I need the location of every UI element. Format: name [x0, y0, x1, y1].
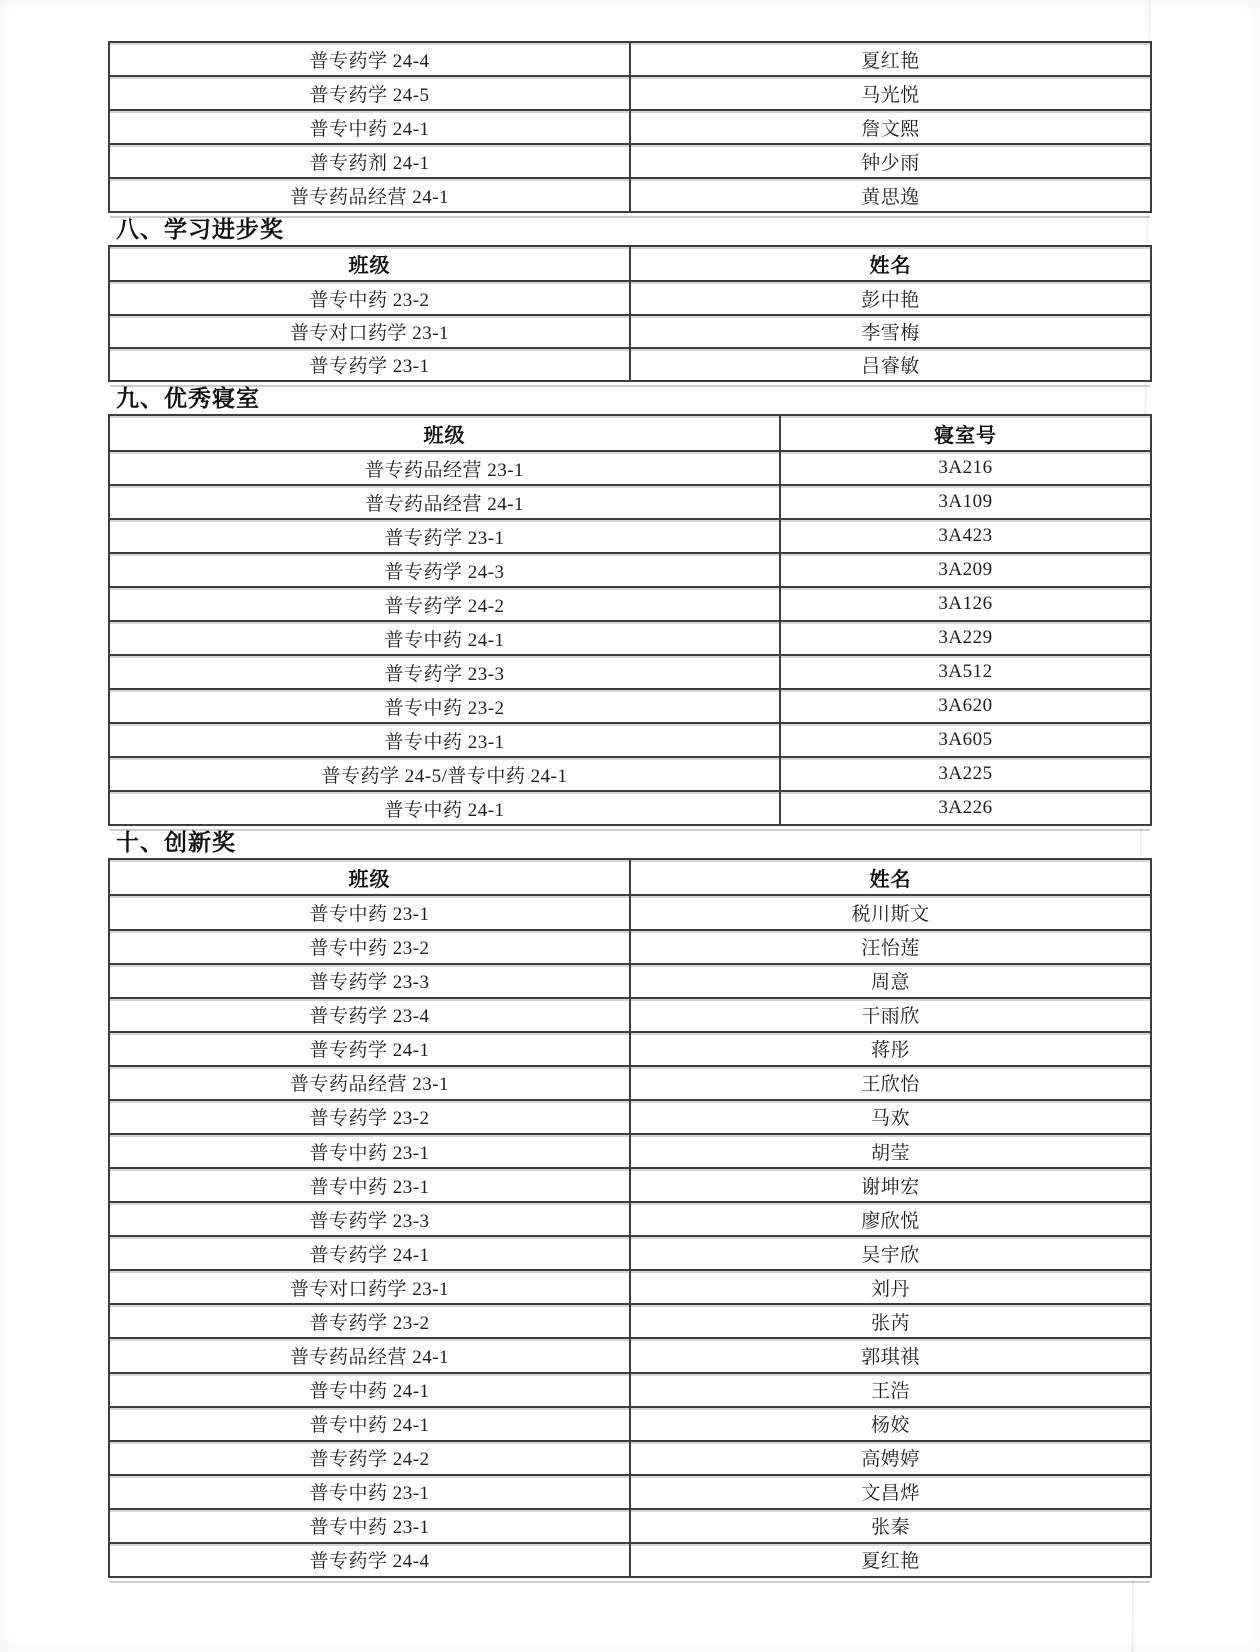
value-cell: 3A109 — [780, 485, 1151, 519]
table-row — [109, 1373, 1151, 1407]
table-row — [109, 178, 1151, 212]
class-cell: 普专药学 24-3 — [109, 553, 780, 587]
value-cell: 周意 — [630, 964, 1151, 998]
section-heading-innovation-award: 十、创新奖 — [116, 829, 236, 855]
table-row — [109, 1168, 1151, 1202]
table-row — [109, 348, 1151, 381]
header-row — [109, 859, 1151, 895]
column-header: 班级 — [109, 415, 780, 451]
table-row — [109, 1543, 1151, 1577]
table-row — [109, 998, 1151, 1032]
award-table-excellent-dormitory — [108, 414, 1152, 826]
table-row — [109, 1338, 1151, 1372]
table-row — [109, 110, 1151, 144]
class-cell: 普专中药 23-1 — [109, 1168, 630, 1202]
table-row — [109, 930, 1151, 964]
header-row — [109, 415, 1151, 451]
class-cell: 普专药学 23-4 — [109, 998, 630, 1032]
award-table-previous-table-continued — [108, 41, 1152, 213]
table-row — [109, 689, 1151, 723]
table-row — [109, 1441, 1151, 1475]
table-wrap — [108, 41, 1152, 213]
table-row — [109, 1202, 1151, 1236]
value-cell: 钟少雨 — [630, 144, 1151, 178]
class-cell: 普专中药 24-1 — [109, 621, 780, 655]
table-row — [109, 895, 1151, 929]
class-cell: 普专中药 24-1 — [109, 1373, 630, 1407]
value-cell: 吴宇欣 — [630, 1236, 1151, 1270]
value-cell: 胡莹 — [630, 1134, 1151, 1168]
value-cell: 高娉婷 — [630, 1441, 1151, 1475]
value-cell: 黄思逸 — [630, 178, 1151, 212]
value-cell: 蒋彤 — [630, 1032, 1151, 1066]
award-table-study-progress-award — [108, 245, 1152, 382]
column-header: 寝室号 — [780, 415, 1151, 451]
table-row — [109, 1066, 1151, 1100]
award-table-innovation-award — [108, 858, 1152, 1578]
section-heading-study-progress-award: 八、学习进步奖 — [116, 216, 284, 242]
table-row — [109, 485, 1151, 519]
table-wrap — [108, 245, 1152, 382]
class-cell: 普专药学 24-4 — [109, 42, 630, 76]
value-cell: 税川斯文 — [630, 895, 1151, 929]
class-cell: 普专药学 23-2 — [109, 1304, 630, 1338]
class-cell: 普专药学 23-1 — [109, 348, 630, 381]
value-cell: 文昌烨 — [630, 1475, 1151, 1509]
value-cell: 张秦 — [630, 1509, 1151, 1543]
value-cell: 3A126 — [780, 587, 1151, 621]
class-cell: 普专药学 24-5/普专中药 24-1 — [109, 757, 780, 791]
value-cell: 刘丹 — [630, 1270, 1151, 1304]
table-wrap — [108, 414, 1152, 826]
table-row — [109, 1236, 1151, 1270]
table-wrap — [108, 858, 1152, 1578]
table-row — [109, 315, 1151, 348]
value-cell: 3A209 — [780, 553, 1151, 587]
value-cell: 3A620 — [780, 689, 1151, 723]
value-cell: 3A423 — [780, 519, 1151, 553]
table-row — [109, 757, 1151, 791]
table-row — [109, 519, 1151, 553]
class-cell: 普专中药 23-1 — [109, 1134, 630, 1168]
column-header: 班级 — [109, 246, 630, 281]
table-row — [109, 451, 1151, 485]
table-row — [109, 723, 1151, 757]
class-cell: 普专药学 23-3 — [109, 655, 780, 689]
table-row — [109, 1304, 1151, 1338]
class-cell: 普专对口药学 23-1 — [109, 1270, 630, 1304]
value-cell: 夏红艳 — [630, 1543, 1151, 1577]
value-cell: 汪怡莲 — [630, 930, 1151, 964]
table-row — [109, 553, 1151, 587]
table-row — [109, 964, 1151, 998]
table-row — [109, 144, 1151, 178]
class-cell: 普专药学 24-1 — [109, 1032, 630, 1066]
value-cell: 王欣怡 — [630, 1066, 1151, 1100]
header-row — [109, 246, 1151, 281]
class-cell: 普专药剂 24-1 — [109, 144, 630, 178]
value-cell: 郭琪祺 — [630, 1338, 1151, 1372]
table-row — [109, 1134, 1151, 1168]
class-cell: 普专药品经营 24-1 — [109, 485, 780, 519]
table-row — [109, 281, 1151, 314]
value-cell: 马欢 — [630, 1100, 1151, 1134]
value-cell: 谢坤宏 — [630, 1168, 1151, 1202]
class-cell: 普专中药 23-1 — [109, 1475, 630, 1509]
table-row — [109, 1509, 1151, 1543]
value-cell: 王浩 — [630, 1373, 1151, 1407]
value-cell: 张芮 — [630, 1304, 1151, 1338]
class-cell: 普专中药 23-1 — [109, 723, 780, 757]
class-cell: 普专中药 23-2 — [109, 689, 780, 723]
class-cell: 普专药品经营 24-1 — [109, 1338, 630, 1372]
table-row — [109, 587, 1151, 621]
section-heading-excellent-dormitory: 九、优秀寝室 — [116, 385, 260, 411]
value-cell: 3A216 — [780, 451, 1151, 485]
value-cell: 杨姣 — [630, 1407, 1151, 1441]
table-row — [109, 655, 1151, 689]
class-cell: 普专药学 24-5 — [109, 76, 630, 110]
class-cell: 普专药学 24-2 — [109, 587, 780, 621]
class-cell: 普专药学 24-1 — [109, 1236, 630, 1270]
value-cell: 廖欣悦 — [630, 1202, 1151, 1236]
class-cell: 普专药学 23-1 — [109, 519, 780, 553]
table-row — [109, 791, 1151, 825]
table-row — [109, 42, 1151, 76]
value-cell: 李雪梅 — [630, 315, 1151, 348]
value-cell: 3A229 — [780, 621, 1151, 655]
table-row — [109, 621, 1151, 655]
class-cell: 普专中药 23-1 — [109, 1509, 630, 1543]
class-cell: 普专药学 23-3 — [109, 1202, 630, 1236]
value-cell: 3A225 — [780, 757, 1151, 791]
value-cell: 彭中艳 — [630, 281, 1151, 314]
class-cell: 普专药学 24-4 — [109, 1543, 630, 1577]
value-cell: 詹文熙 — [630, 110, 1151, 144]
value-cell: 干雨欣 — [630, 998, 1151, 1032]
value-cell: 夏红艳 — [630, 42, 1151, 76]
class-cell: 普专对口药学 23-1 — [109, 315, 630, 348]
class-cell: 普专药学 23-3 — [109, 964, 630, 998]
class-cell: 普专药品经营 23-1 — [109, 1066, 630, 1100]
table-row — [109, 76, 1151, 110]
class-cell: 普专中药 24-1 — [109, 110, 630, 144]
column-header: 班级 — [109, 859, 630, 895]
table-row — [109, 1100, 1151, 1134]
table-row — [109, 1407, 1151, 1441]
class-cell: 普专药品经营 24-1 — [109, 178, 630, 212]
class-cell: 普专中药 23-1 — [109, 895, 630, 929]
value-cell: 3A226 — [780, 791, 1151, 825]
class-cell: 普专中药 24-1 — [109, 1407, 630, 1441]
column-header: 姓名 — [630, 859, 1151, 895]
class-cell: 普专中药 24-1 — [109, 791, 780, 825]
table-row — [109, 1032, 1151, 1066]
class-cell: 普专中药 23-2 — [109, 281, 630, 314]
document-content — [108, 41, 1152, 1578]
table-row — [109, 1475, 1151, 1509]
value-cell: 吕睿敏 — [630, 348, 1151, 381]
value-cell: 马光悦 — [630, 76, 1151, 110]
class-cell: 普专药品经营 23-1 — [109, 451, 780, 485]
column-header: 姓名 — [630, 246, 1151, 281]
value-cell: 3A512 — [780, 655, 1151, 689]
value-cell: 3A605 — [780, 723, 1151, 757]
class-cell: 普专中药 23-2 — [109, 930, 630, 964]
class-cell: 普专药学 24-2 — [109, 1441, 630, 1475]
class-cell: 普专药学 23-2 — [109, 1100, 630, 1134]
table-row — [109, 1270, 1151, 1304]
